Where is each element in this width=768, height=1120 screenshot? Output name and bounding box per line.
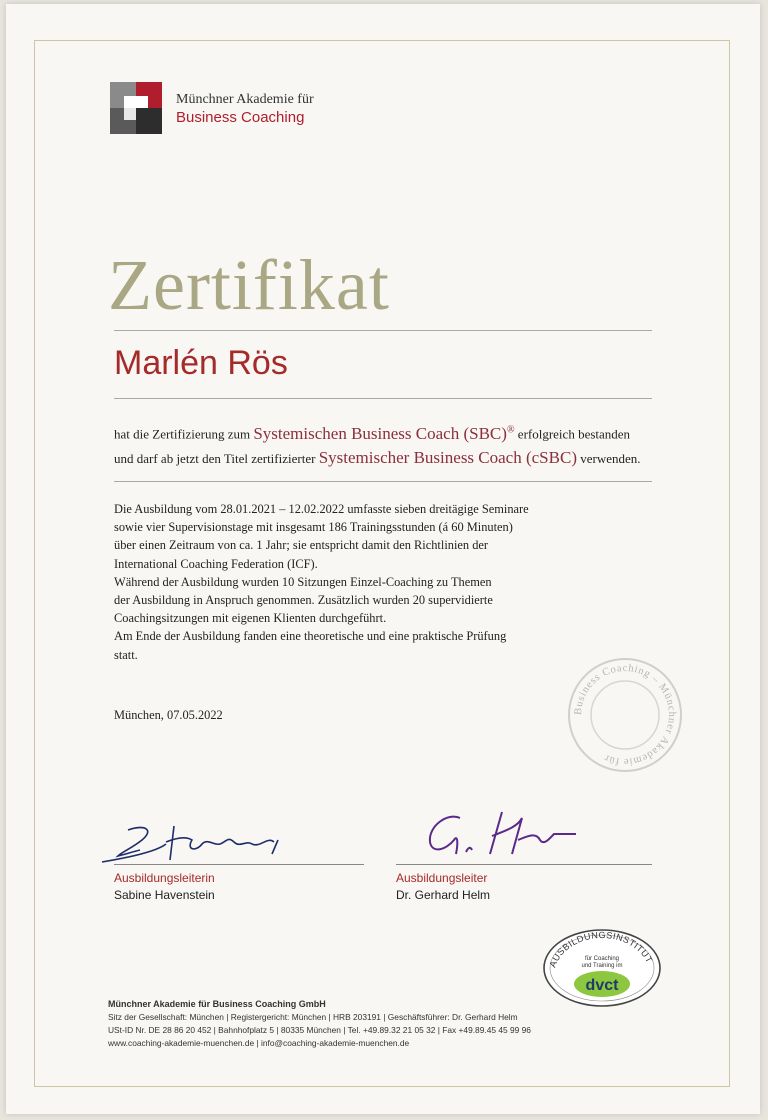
academy-logo-text — [176, 91, 314, 127]
divider — [114, 398, 652, 399]
dvct-line-2: und Training im — [581, 963, 623, 969]
signatory-role: Ausbildungsleiterin — [114, 871, 215, 885]
footer — [108, 998, 648, 1050]
dvct-line-1: für Coaching — [584, 956, 620, 962]
embossed-seal-icon — [566, 656, 684, 774]
logo-line-1: Münchner Akademie für — [176, 92, 314, 107]
certificate-title: Zertifikat — [108, 245, 390, 325]
body-line: Die Ausbildung vom 28.01.2021 – 12.02.2022 umfasste sieben dreitägige Seminare — [114, 502, 529, 516]
body-line: International Coaching Federation (ICF). — [114, 556, 318, 571]
footer-contact: www.coaching-akademie-muenchen.de | info@coaching-akademie-muenchen.de — [108, 1038, 410, 1048]
signature-line — [114, 864, 364, 865]
footer-registration: Sitz der Gesellschaft: München | Registergericht: München | HRB 203191 | Geschäftsführer: Dr. Gerhard Helm — [108, 1012, 518, 1022]
certification-line-2: und darf ab jetzt den Titel zertifizierter Systemischer Business Coach (cSBC) verwenden. — [114, 447, 641, 467]
signatory-name: Sabine Havenstein — [114, 888, 215, 902]
divider — [114, 330, 652, 331]
divider — [114, 481, 652, 482]
issue-date: München, 07.05.2022 — [114, 708, 223, 722]
stamp-text: Business Coaching – Münchner Akademie für — [572, 662, 678, 768]
body-line: statt. — [114, 647, 138, 662]
signature-line — [396, 864, 652, 865]
body-line: über einen Zeitraum von ca. 1 Jahr; sie entspricht damit den Richtlinien der — [114, 538, 489, 553]
body-line: Während der Ausbildung wurden 10 Sitzungen Einzel-Coaching zu Themen — [114, 574, 492, 589]
academy-logo-icon — [110, 82, 162, 134]
dvct-brand: dvct — [585, 977, 619, 994]
svg-text:Business Coaching – Münchner A — [573, 663, 677, 767]
certification-title-csbc: Systemischer Business Coach (cSBC) — [318, 447, 577, 467]
signature-havenstein — [96, 816, 296, 866]
certification-title-sbc: Systemischen Business Coach (SBC)® — [253, 423, 515, 443]
body-line: Coachingsitzungen mit eigenen Klienten durchgeführt. — [114, 611, 387, 626]
certification-statement — [114, 418, 674, 470]
footer-company: Münchner Akademie für Business Coaching GmbH — [108, 999, 326, 1009]
recipient-name: Marlén Rös — [114, 344, 288, 382]
training-description — [114, 500, 584, 664]
signature-helm — [418, 800, 588, 860]
logo-line-2: Business Coaching — [176, 109, 305, 126]
dvct-seal-icon — [540, 926, 664, 1008]
body-line: Am Ende der Ausbildung fanden eine theoretische und eine praktische Prüfung — [114, 629, 507, 644]
body-line: sowie vier Supervisionstage mit insgesamt 186 Trainingsstunden (á 60 Minuten) — [114, 520, 513, 535]
certification-line-1: hat die Zertifizierung zum Systemischen Business Coach (SBC)® erfolgreich bestanden — [114, 423, 631, 443]
body-line: der Ausbildung in Anspruch genommen. Zusätzlich wurden 20 supervidierte — [114, 593, 493, 608]
dvct-arc-text: AUSBILDUNGSINSTITUT — [547, 929, 655, 969]
signatory-name: Dr. Gerhard Helm — [396, 888, 491, 902]
footer-address: USt-ID Nr. DE 28 86 20 452 | Bahnhofplatz 5 | 80335 München | Tel. +49.89.32 21 05 32 | Fax +49.89.45 45 99 96 — [108, 1025, 531, 1035]
signatory-role: Ausbildungsleiter — [396, 871, 488, 885]
